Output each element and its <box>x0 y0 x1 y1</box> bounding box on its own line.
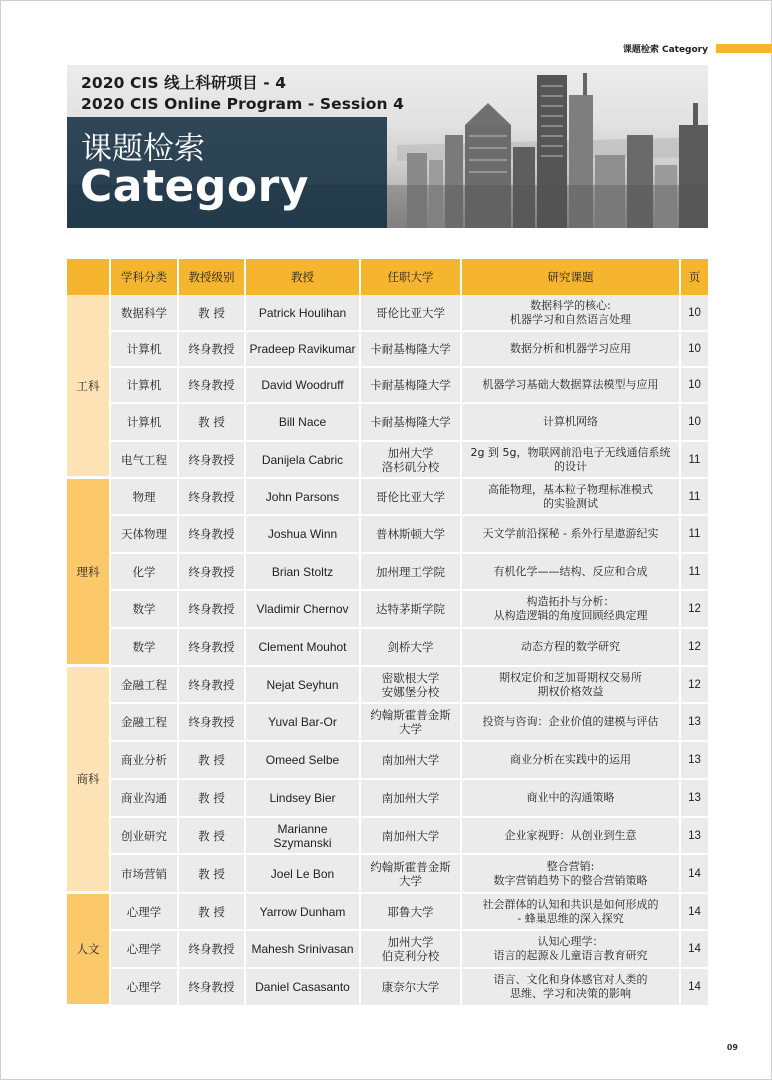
topic-line: 期权价格效益 <box>537 684 604 698</box>
topic-cell <box>462 332 681 368</box>
university-line: 加州理工学院 <box>376 564 445 579</box>
subject-cell: 心理学 <box>111 931 179 969</box>
level-cell: 终身教授 <box>179 442 246 479</box>
topic-cell <box>462 295 681 332</box>
topic-line: 数据分析和机器学习应用 <box>510 342 631 355</box>
topic-cell <box>462 969 681 1007</box>
table-row <box>67 479 708 516</box>
level-cell: 教 授 <box>179 742 246 780</box>
topic-cell <box>462 667 681 704</box>
topic-line: 企业家视野：从创业到生意 <box>504 828 637 842</box>
table-row <box>67 704 708 742</box>
university-cell <box>361 295 462 332</box>
university-line: 约翰斯霍普金斯 <box>370 708 451 722</box>
level-cell: 终身教授 <box>179 332 246 368</box>
university-line: 卡耐基梅隆大学 <box>370 378 451 392</box>
table-row <box>67 818 708 855</box>
topic-cell <box>462 404 681 442</box>
professor-cell: Yuval Bar-Or <box>246 704 361 742</box>
category-table <box>67 259 708 1007</box>
university-line: 南加州大学 <box>381 828 440 843</box>
professor-cell: Bill Nace <box>246 404 361 442</box>
topic-line: 商业中的沟通策略 <box>526 791 615 804</box>
professor-cell: Joel Le Bon <box>246 855 361 894</box>
subject-cell: 商业沟通 <box>111 780 179 818</box>
university-line: 大学 <box>399 722 422 736</box>
topic-line: 有机化学——结构、反应和合成 <box>493 564 648 578</box>
university-line: 卡耐基梅隆大学 <box>370 342 451 356</box>
section-accent-bar <box>716 44 772 53</box>
professor-cell: John Parsons <box>246 479 361 516</box>
university-line: 哥伦比亚大学 <box>376 489 445 504</box>
subject-cell: 计算机 <box>111 368 179 404</box>
professor-cell: Clement Mouhot <box>246 629 361 667</box>
table-row <box>67 591 708 629</box>
university-line: 大学 <box>399 873 422 888</box>
university-cell <box>361 704 462 742</box>
page-cell: 13 <box>681 818 708 855</box>
university-line: 康奈尔大学 <box>381 980 440 994</box>
topic-line: 机器学习和自然语言处理 <box>510 312 631 326</box>
level-cell: 教 授 <box>179 894 246 931</box>
subject-cell: 物理 <box>111 479 179 516</box>
university-cell <box>361 591 462 629</box>
page-cell: 12 <box>681 591 708 629</box>
professor-cell: Patrick Houlihan <box>246 295 361 332</box>
university-cell <box>361 404 462 442</box>
table-row <box>67 516 708 554</box>
university-line: 卡耐基梅隆大学 <box>370 415 451 429</box>
university-line: 耶鲁大学 <box>387 904 434 919</box>
table-row <box>67 332 708 368</box>
subject-cell: 市场营销 <box>111 855 179 894</box>
table-row <box>67 742 708 780</box>
professor-cell: David Woodruff <box>246 368 361 404</box>
university-cell <box>361 516 462 554</box>
header-group-cell <box>67 259 111 295</box>
topic-cell <box>462 591 681 629</box>
header-subject: 学科分类 <box>111 259 179 295</box>
table-row <box>67 780 708 818</box>
header-professor: 教授 <box>246 259 361 295</box>
header-university: 任职大学 <box>361 259 462 295</box>
topic-line: 认知心理学： <box>537 935 604 948</box>
topic-line: 天文学前沿探秘 - 系外行星遨游纪实 <box>482 527 659 540</box>
group-label-cell: 理科 <box>67 479 111 667</box>
university-line: 洛杉矶分校 <box>381 459 440 474</box>
university-cell <box>361 368 462 404</box>
university-cell <box>361 554 462 591</box>
university-line: 剑桥大学 <box>387 640 434 654</box>
professor-cell: Pradeep Ravikumar <box>246 332 361 368</box>
subject-cell: 计算机 <box>111 332 179 368</box>
topic-line: 社会群体的认知和共识是如何形成的 <box>482 897 659 911</box>
page-cell: 10 <box>681 295 708 332</box>
table-row <box>67 442 708 479</box>
page-cell: 14 <box>681 855 708 894</box>
professor-cell: Omeed Selbe <box>246 742 361 780</box>
subject-cell: 数学 <box>111 629 179 667</box>
page-cell: 10 <box>681 332 708 368</box>
university-line: 南加州大学 <box>381 791 440 805</box>
topic-line: 语言、文化和身体感官对人类的 <box>493 973 648 986</box>
page-cell: 10 <box>681 368 708 404</box>
university-cell <box>361 667 462 704</box>
topic-line: 数字营销趋势下的整合营销策略 <box>493 873 648 887</box>
table-row <box>67 404 708 442</box>
university-cell <box>361 332 462 368</box>
page-cell: 13 <box>681 704 708 742</box>
university-line: 伯克利分校 <box>381 949 440 963</box>
group-label-cell: 工科 <box>67 295 111 479</box>
level-cell: 教 授 <box>179 404 246 442</box>
header-topic: 研究课题 <box>462 259 681 295</box>
university-line: 加州大学 <box>387 935 434 949</box>
page-cell: 11 <box>681 516 708 554</box>
topic-cell <box>462 479 681 516</box>
topic-cell <box>462 442 681 479</box>
topic-line: 投资与咨询：企业价值的建模与评估 <box>482 715 659 728</box>
topic-line: 的设计 <box>554 459 587 473</box>
page-cell: 11 <box>681 442 708 479</box>
university-cell <box>361 931 462 969</box>
topic-line: 动态方程的数学研究 <box>521 640 620 653</box>
professor-cell: Vladimir Chernov <box>246 591 361 629</box>
topic-cell <box>462 855 681 894</box>
page-cell: 11 <box>681 554 708 591</box>
page-cell: 14 <box>681 969 708 1007</box>
table-row <box>67 894 708 931</box>
level-cell: 终身教授 <box>179 667 246 704</box>
level-cell: 终身教授 <box>179 368 246 404</box>
page-cell: 12 <box>681 667 708 704</box>
university-cell <box>361 969 462 1007</box>
topic-line: 2g 到 5g，物联网前沿电子无线通信系统 <box>470 445 671 459</box>
page-number: 09 <box>726 1043 738 1052</box>
table-row <box>67 931 708 969</box>
level-cell: 终身教授 <box>179 931 246 969</box>
page-cell: 11 <box>681 479 708 516</box>
university-line: 约翰斯霍普金斯 <box>370 859 451 874</box>
topic-line: - 蜂巢思维的深入探究 <box>517 911 624 925</box>
subject-cell: 金融工程 <box>111 704 179 742</box>
topic-cell <box>462 368 681 404</box>
hero-title-box <box>67 117 387 228</box>
table-body <box>67 295 708 1007</box>
professor-cell: Brian Stoltz <box>246 554 361 591</box>
table-header-row <box>67 259 708 295</box>
topic-line: 语言的起源＆儿童语言教育研究 <box>493 949 648 962</box>
table-row <box>67 629 708 667</box>
professor-cell: Lindsey Bier <box>246 780 361 818</box>
level-cell: 终身教授 <box>179 479 246 516</box>
topic-cell <box>462 742 681 780</box>
university-cell <box>361 629 462 667</box>
subject-cell: 数学 <box>111 591 179 629</box>
level-cell: 教 授 <box>179 295 246 332</box>
page-cell: 14 <box>681 931 708 969</box>
subject-cell: 化学 <box>111 554 179 591</box>
professor-cell: Marianne Szymanski <box>246 818 361 855</box>
topic-line: 机器学习基础大数据算法模型与应用 <box>482 378 659 391</box>
hero-box-title-en: Category <box>80 161 309 212</box>
table-row <box>67 554 708 591</box>
university-cell <box>361 742 462 780</box>
professor-cell: Nejat Seyhun <box>246 667 361 704</box>
university-cell <box>361 479 462 516</box>
topic-cell <box>462 629 681 667</box>
topic-line: 思维、学习和决策的影响 <box>510 987 631 1000</box>
subject-cell: 天体物理 <box>111 516 179 554</box>
header-level: 教授级别 <box>179 259 246 295</box>
university-cell <box>361 818 462 855</box>
group-label-cell: 人文 <box>67 894 111 1007</box>
university-cell <box>361 894 462 931</box>
table-row <box>67 368 708 404</box>
level-cell: 教 授 <box>179 780 246 818</box>
page-cell: 13 <box>681 742 708 780</box>
page-cell: 10 <box>681 404 708 442</box>
page-cell: 12 <box>681 629 708 667</box>
subject-cell: 电气工程 <box>111 442 179 479</box>
subject-cell: 商业分析 <box>111 742 179 780</box>
topic-cell <box>462 894 681 931</box>
topic-cell <box>462 516 681 554</box>
table-row <box>67 295 708 332</box>
topic-cell <box>462 931 681 969</box>
table-row <box>67 855 708 894</box>
professor-cell: Mahesh Srinivasan <box>246 931 361 969</box>
professor-cell: Yarrow Dunham <box>246 894 361 931</box>
topic-cell <box>462 554 681 591</box>
topic-line: 整合营销: <box>546 859 595 873</box>
topic-line: 的实验测试 <box>543 496 598 510</box>
subject-cell: 金融工程 <box>111 667 179 704</box>
hero-title-en: 2020 CIS Online Program - Session 4 <box>81 95 405 113</box>
subject-cell: 心理学 <box>111 969 179 1007</box>
subject-cell: 计算机 <box>111 404 179 442</box>
level-cell: 终身教授 <box>179 629 246 667</box>
hero-title-cn: 2020 CIS 线上科研项目 - 4 <box>81 74 287 92</box>
page-cell: 13 <box>681 780 708 818</box>
professor-cell: Daniel Casasanto <box>246 969 361 1007</box>
university-cell <box>361 442 462 479</box>
topic-line: 期权定价和芝加哥期权交易所 <box>499 670 642 684</box>
professor-cell: Danijela Cabric <box>246 442 361 479</box>
page-cell: 14 <box>681 894 708 931</box>
topic-line: 数据科学的核心: <box>530 298 611 312</box>
university-line: 南加州大学 <box>381 753 440 767</box>
university-cell <box>361 780 462 818</box>
university-line: 哥伦比亚大学 <box>376 305 445 320</box>
table-row <box>67 969 708 1007</box>
topic-line: 商业分析在实践中的运用 <box>510 753 631 766</box>
level-cell: 终身教授 <box>179 591 246 629</box>
hero-banner <box>67 65 708 228</box>
table-row <box>67 667 708 704</box>
topic-line: 高能物理，基本粒子物理标准模式 <box>488 482 653 496</box>
professor-cell: Joshua Winn <box>246 516 361 554</box>
topic-cell <box>462 780 681 818</box>
header-page: 页 <box>681 259 708 295</box>
university-line: 安娜堡分校 <box>381 684 440 699</box>
university-line: 密歇根大学 <box>381 670 440 685</box>
section-label: 课题检索 Category <box>622 45 708 55</box>
level-cell: 终身教授 <box>179 969 246 1007</box>
level-cell: 终身教授 <box>179 704 246 742</box>
subject-cell: 数据科学 <box>111 295 179 332</box>
topic-cell <box>462 704 681 742</box>
topic-cell <box>462 818 681 855</box>
subject-cell: 创业研究 <box>111 818 179 855</box>
subject-cell: 心理学 <box>111 894 179 931</box>
group-label-cell: 商科 <box>67 667 111 894</box>
university-line: 加州大学 <box>387 445 434 460</box>
university-line: 普林斯顿大学 <box>376 527 445 541</box>
level-cell: 终身教授 <box>179 516 246 554</box>
university-cell <box>361 855 462 894</box>
hero-box-title-cn: 课题检索 <box>81 131 205 167</box>
level-cell: 终身教授 <box>179 554 246 591</box>
topic-line: 构造拓扑与分析： <box>526 595 615 608</box>
level-cell: 教 授 <box>179 855 246 894</box>
topic-line: 从构造逻辑的角度回顾经典定理 <box>493 609 648 622</box>
university-line: 达特茅斯学院 <box>376 602 445 616</box>
topic-line: 计算机网络 <box>543 415 598 428</box>
level-cell: 教 授 <box>179 818 246 855</box>
